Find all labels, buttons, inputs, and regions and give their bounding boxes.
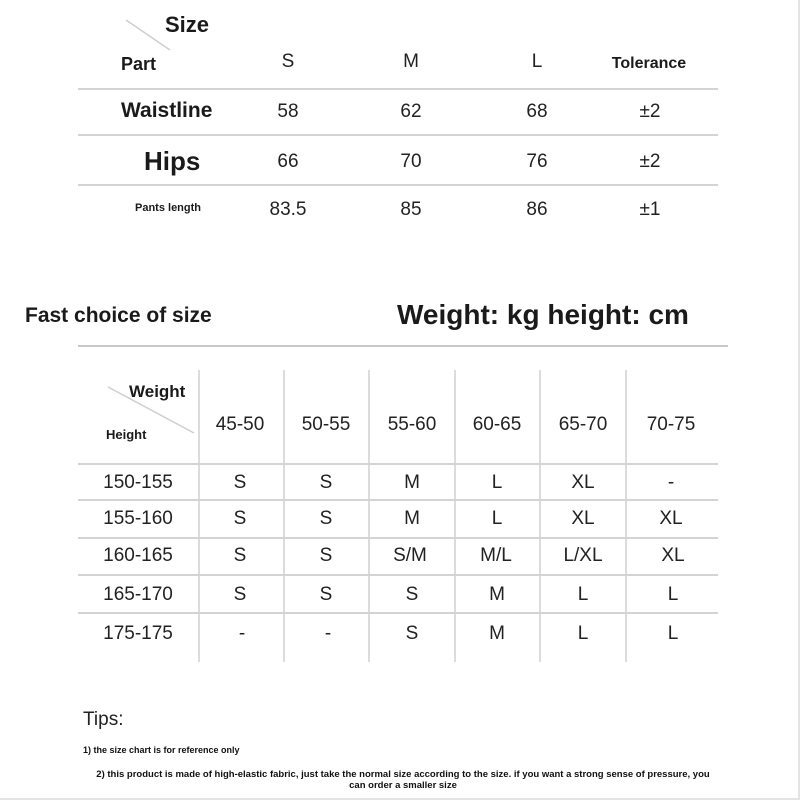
grid-row-divider [78,537,718,539]
weight-column-header: 70-75 [646,414,696,435]
size-row-label-hips: Hips [144,146,201,176]
grid-column-divider [625,370,627,662]
size-cell: 68 [526,101,548,122]
size-recommendation: L/XL [563,545,603,566]
size-tolerance: ±2 [639,151,661,172]
size-header-m: M [403,51,419,72]
tips-note-2-line-2: can order a smaller size [349,780,457,791]
height-row-label: 150-155 [103,472,173,493]
tips-note-2-line-1: 2) this product is made of high-elastic fabric, just take the normal size according to the size. if you want a strong sense of pressure, you [96,769,710,780]
height-row-label: 155-160 [103,508,173,529]
size-divider [78,88,718,90]
weight-column-header: 45-50 [215,414,265,435]
size-recommendation: XL [659,508,683,529]
size-cell: 83.5 [269,199,307,220]
size-row-label-waistline: Waistline [121,99,213,122]
size-recommendation: - [667,472,675,493]
size-recommendation: M [489,584,505,605]
size-header-l: L [531,51,543,72]
size-cell: 66 [277,151,299,172]
grid-column-divider [283,370,285,662]
grid-column-divider [368,370,370,662]
grid-column-divider [454,370,456,662]
size-recommendation: XL [661,545,685,566]
size-recommendation: L [491,508,503,529]
size-recommendation: S [233,584,247,605]
size-divider [78,184,718,186]
weight-column-header: 60-65 [472,414,522,435]
size-recommendation: S/M [393,545,427,566]
size-recommendation: XL [571,508,595,529]
size-recommendation: M [404,472,420,493]
size-recommendation: L [577,584,589,605]
height-row-label: 160-165 [103,545,173,566]
size-recommendation: - [238,623,246,644]
size-recommendation: XL [571,472,595,493]
size-recommendation: S [319,472,333,493]
size-recommendation: S [405,584,419,605]
size-recommendation: M [404,508,420,529]
size-recommendation: L [577,623,589,644]
size-corner-diagonal [124,18,174,54]
weight-column-header: 55-60 [387,414,437,435]
size-cell: 76 [526,151,548,172]
height-row-label: 165-170 [103,584,173,605]
size-corner-size: Size [165,12,210,37]
size-recommendation: L [667,623,679,644]
fast-choice-title: Fast choice of size [25,304,212,327]
size-cell: 70 [400,151,422,172]
grid-row-divider [78,463,718,465]
size-recommendation: S [319,508,333,529]
size-corner-part: Part [121,54,157,74]
size-recommendation: S [233,472,247,493]
size-tolerance: ±2 [639,101,661,122]
fast-choice-units: Weight: kg height: cm [397,299,689,330]
weight-column-header: 50-55 [301,414,351,435]
grid-row-divider [78,612,718,614]
size-cell: 58 [277,101,299,122]
size-recommendation: - [324,623,332,644]
size-cell: 85 [400,199,422,220]
grid-column-divider [198,370,200,662]
grid-row-divider [78,574,718,576]
grid-column-divider [539,370,541,662]
size-divider [78,134,718,136]
tips-label: Tips: [83,709,124,730]
size-recommendation: S [319,545,333,566]
size-tolerance: ±1 [639,199,661,220]
grid-corner-height: Height [106,427,147,442]
grid-row-divider [78,499,718,501]
size-cell: 86 [526,199,548,220]
tips-note-1: 1) the size chart is for reference only [83,745,240,755]
grid-corner-diagonal [106,385,198,437]
size-recommendation: S [319,584,333,605]
size-recommendation: S [233,508,247,529]
size-row-label-pants-length: Pants length [135,202,202,214]
size-header-s: S [281,51,295,72]
grid-corner-weight: Weight [129,382,186,401]
height-row-label: 175-175 [103,623,173,644]
size-header-tolerance: Tolerance [611,55,687,72]
size-cell: 62 [400,101,422,122]
size-recommendation: L [667,584,679,605]
size-recommendation: S [233,545,247,566]
size-recommendation: M/L [480,545,512,566]
size-recommendation: L [491,472,503,493]
fast-choice-title-divider [78,345,728,347]
size-recommendation: M [489,623,505,644]
weight-column-header: 65-70 [558,414,608,435]
size-recommendation: S [405,623,419,644]
